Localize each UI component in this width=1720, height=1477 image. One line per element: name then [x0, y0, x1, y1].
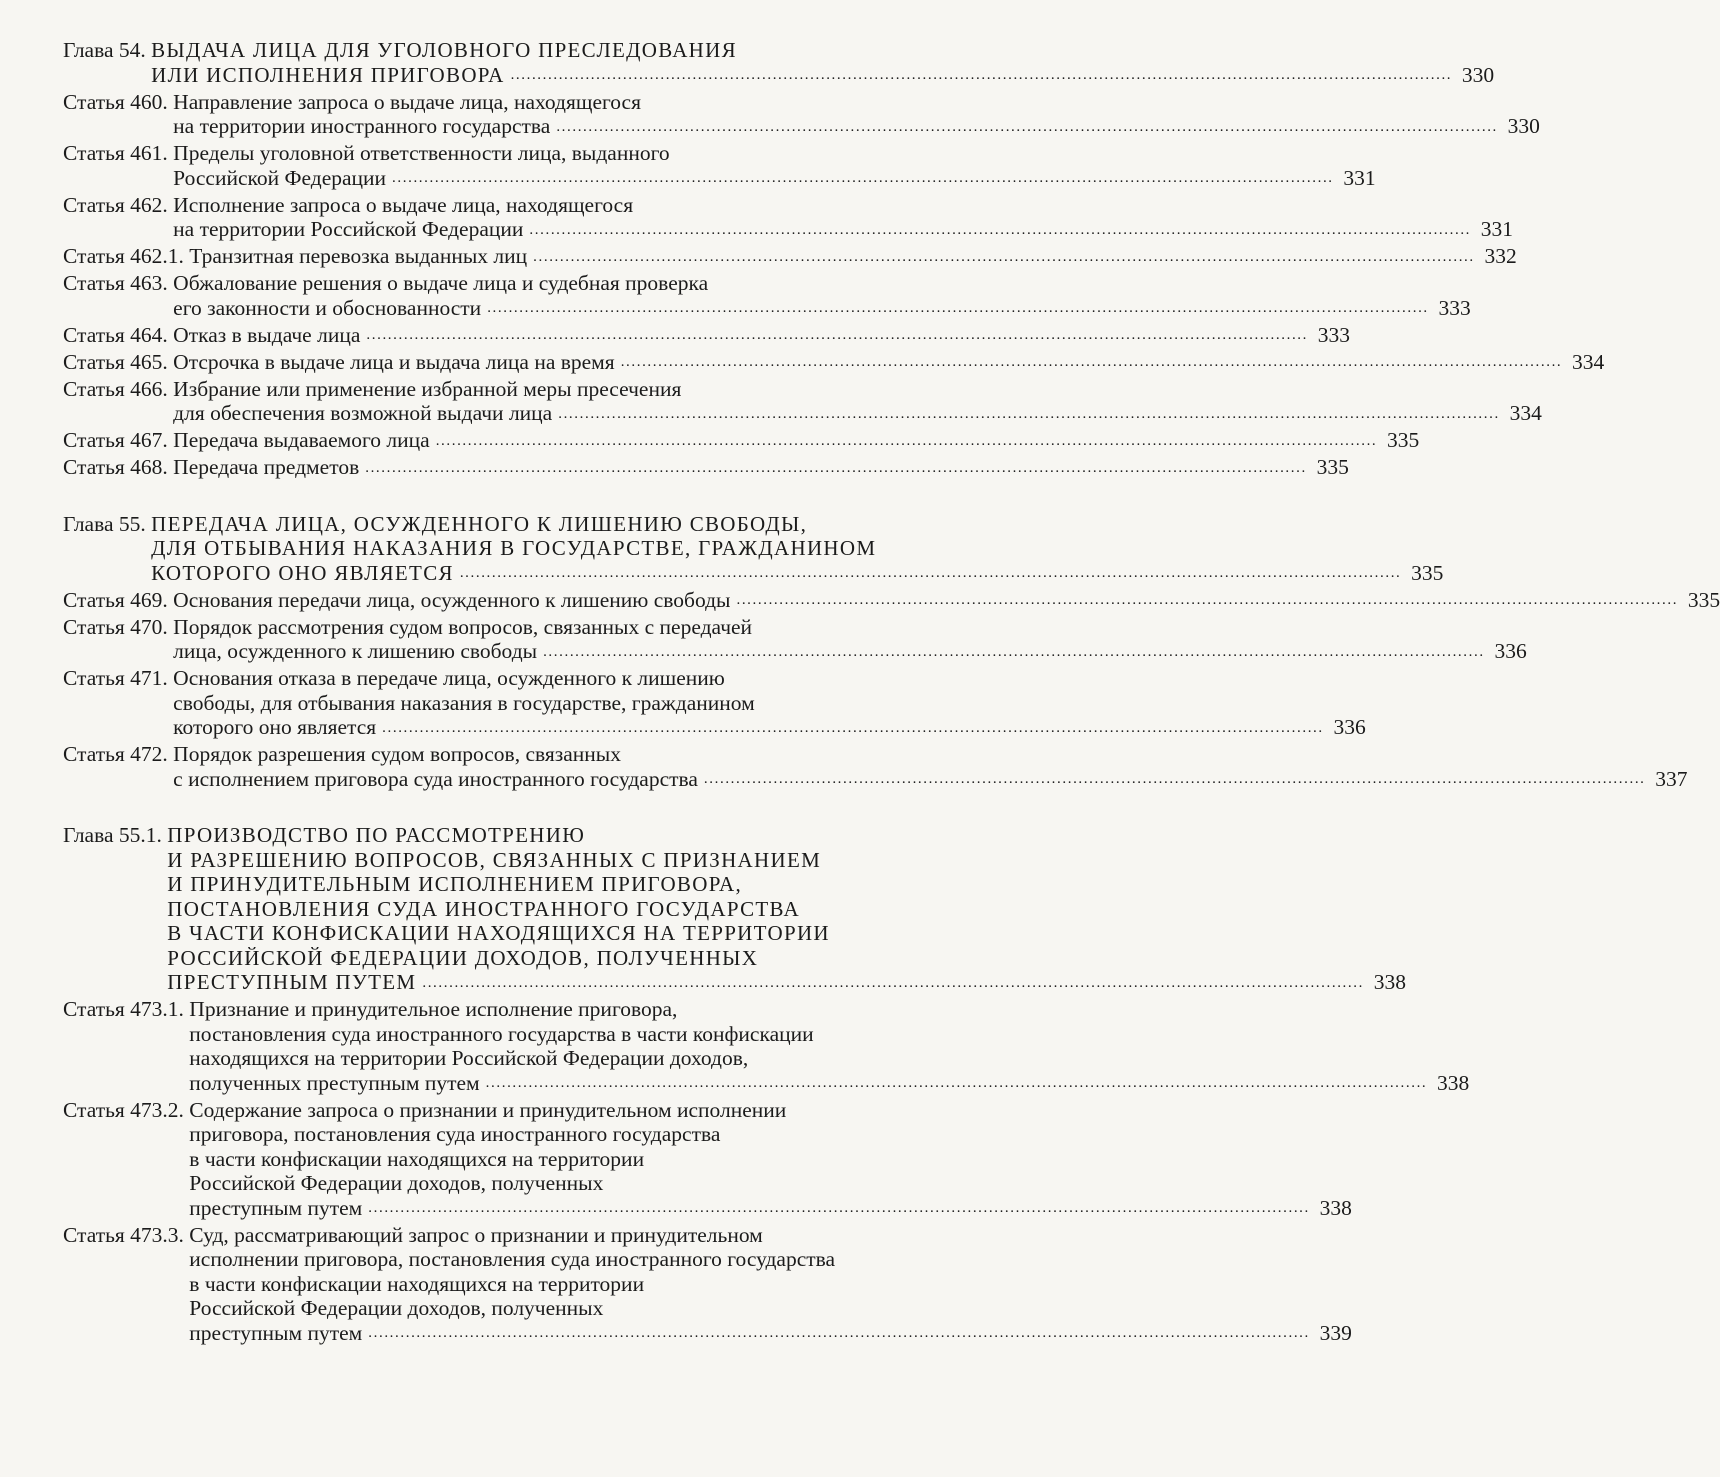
article-title-last-line [173, 455, 1349, 480]
article-title [173, 271, 1471, 320]
dot-leader: ................................................................................................................................................................................ [543, 643, 1485, 660]
article-title-line: Исполнение запроса о выдаче лица, находящегося [173, 192, 634, 217]
article-title-line: находящихся на территории Российской Федерации доходов, [189, 1046, 749, 1070]
page-number: 331 [1480, 217, 1514, 241]
article-title-line: Отказ в выдаче лица [173, 322, 361, 347]
article-title [189, 997, 1469, 1095]
chapter-title [167, 823, 1406, 995]
article-label: Статья 473.1. [63, 997, 190, 1021]
article-title-line: Порядок рассмотрения судом вопросов, связанных с передачей [173, 614, 753, 639]
article-title-line: Передача выдаваемого лица [173, 428, 430, 452]
article-title-line: преступным путем [189, 1320, 363, 1345]
chapter-title-line: И ПРИНУДИТЕЛЬНЫМ ИСПОЛНЕНИЕМ ПРИГОВОРА, [167, 872, 743, 896]
chapter-title-line: ИЛИ ИСПОЛНЕНИЯ ПРИГОВОРА [151, 62, 505, 87]
dot-leader: ................................................................................................................................................................................ [533, 248, 1475, 265]
chapter-title-last-line [151, 561, 1443, 586]
article-label: Статья 472. [63, 742, 174, 766]
article-title-line: которого оно является [173, 715, 377, 739]
article-title-last-line [173, 715, 1366, 740]
article-title-last-line [173, 114, 1540, 139]
article-entry[interactable] [63, 666, 1366, 740]
article-title-line: Отсрочка в выдаче лица и выдача лица на время [173, 349, 615, 374]
page-number: 331 [1343, 165, 1376, 190]
dot-leader: ................................................................................................................................................................................ [422, 974, 1364, 991]
dot-leader: ................................................................................................................................................................................ [736, 592, 1679, 608]
article-title [173, 141, 1375, 190]
chapter-title-line: ПРЕСТУПНЫМ ПУТЕМ [167, 970, 417, 994]
chapter-title-line: ВЫДАЧА ЛИЦА ДЛЯ УГОЛОВНОГО ПРЕСЛЕДОВАНИЯ [151, 38, 737, 62]
article-title-line: на территории Российской Федерации [173, 217, 524, 241]
chapter-label: Глава 55. [63, 511, 152, 536]
article-entry[interactable] [63, 192, 1514, 242]
article-label: Статья 462. [63, 192, 174, 217]
dot-leader: ................................................................................................................................................................................ [620, 354, 1563, 370]
page-number: 336 [1333, 715, 1366, 739]
article-entry[interactable] [63, 349, 1605, 375]
article-label: Статья 471. [63, 666, 174, 690]
article-title-line: полученных преступным путем [189, 1070, 480, 1095]
article-entry[interactable] [63, 322, 1350, 348]
article-title-last-line [173, 588, 1720, 613]
chapter-label: Глава 54. [63, 38, 152, 62]
page-number: 338 [1319, 1195, 1352, 1220]
article-title [173, 615, 1527, 664]
article-label: Статья 467. [63, 428, 174, 452]
article-title-line: Пределы уголовной ответственности лица, выданного [173, 141, 670, 165]
chapter-title-line: ДЛЯ ОТБЫВАНИЯ НАКАЗАНИЯ В ГОСУДАРСТВЕ, ГРАЖДАНИНОМ [151, 536, 877, 560]
chapter-heading[interactable] [63, 511, 1444, 586]
chapter-title-line: ПОСТАНОВЛЕНИЯ СУДА ИНОСТРАННОГО ГОСУДАРСТВА [167, 896, 801, 921]
article-title [173, 377, 1542, 426]
article-entry[interactable] [63, 428, 1420, 453]
article-title-last-line [173, 323, 1350, 348]
article-label: Статья 469. [63, 587, 174, 612]
dot-leader: ................................................................................................................................................................................ [558, 405, 1500, 422]
article-entry[interactable] [63, 89, 1540, 139]
article-title [173, 666, 1366, 740]
article-title-last-line [173, 428, 1419, 453]
article-title-line: Порядок разрешения судом вопросов, связанных [173, 742, 621, 766]
article-title-line: Российской Федерации доходов, полученных [189, 1171, 604, 1195]
article-label: Статья 473.2. [63, 1097, 190, 1122]
page-number: 334 [1509, 401, 1542, 425]
article-title [173, 323, 1350, 348]
dot-leader: ................................................................................................................................................................................ [459, 565, 1402, 581]
article-title-line: его законности и обоснованности [173, 295, 482, 320]
article-title-line: приговора, постановления суда иностранного государства [189, 1122, 721, 1146]
article-title [173, 742, 1687, 791]
article-entry[interactable] [63, 271, 1471, 320]
article-title-line: Суд, рассматривающий запрос о признании и принудительном [189, 1222, 763, 1247]
article-title [173, 350, 1604, 375]
article-entry[interactable] [63, 141, 1376, 190]
article-label: Статья 466. [63, 376, 174, 401]
article-title-line: Российской Федерации доходов, полученных [189, 1296, 604, 1320]
chapter-heading[interactable] [63, 823, 1406, 995]
article-entry[interactable] [63, 455, 1349, 480]
article-title-line: Основания отказа в передаче лица, осужденного к лишению [173, 666, 725, 690]
article-title-line: в части конфискации находящихся на территории [189, 1146, 645, 1171]
article-title-last-line [173, 217, 1513, 242]
page-number: 335 [1316, 455, 1349, 479]
chapter-title [151, 38, 1494, 87]
article-title-last-line [173, 350, 1604, 375]
article-title-line: свободы, для отбывания наказания в государстве, гражданином [173, 690, 755, 715]
dot-leader: ................................................................................................................................................................................ [485, 1075, 1428, 1091]
chapter-entry [63, 823, 1470, 1345]
article-title-line: Содержание запроса о признании и принудительном исполнении [189, 1097, 787, 1122]
article-title-last-line [173, 401, 1542, 426]
chapter-entry [63, 511, 1720, 792]
chapter-heading[interactable] [63, 38, 1495, 87]
page-number: 338 [1437, 1070, 1470, 1095]
article-title-line: Основания передачи лица, осужденного к лишению свободы [173, 587, 731, 612]
page-number: 335 [1411, 560, 1444, 585]
page-number: 330 [1507, 114, 1540, 138]
dot-leader: ................................................................................................................................................................................ [529, 221, 1472, 238]
page-number: 332 [1484, 244, 1517, 268]
article-entry[interactable] [63, 376, 1542, 426]
article-title [189, 1098, 1352, 1221]
dot-leader: ................................................................................................................................................................................ [382, 719, 1324, 736]
chapter-title-last-line [167, 970, 1406, 995]
chapter-title-line: ПРОИЗВОДСТВО ПО РАССМОТРЕНИЮ [167, 823, 586, 847]
page-number: 338 [1373, 970, 1406, 994]
article-title-last-line [173, 296, 1471, 321]
article-label: Статья 473.3. [63, 1222, 190, 1247]
article-title-line: Обжалование решения о выдаче лица и судебная проверка [173, 271, 709, 295]
chapter-title-line: ПЕРЕДАЧА ЛИЦА, ОСУЖДЕННОГО К ЛИШЕНИЮ СВОБОДЫ, [151, 511, 808, 536]
article-title [189, 1223, 1352, 1346]
article-title-line: Направление запроса о выдаче лица, находящегося [173, 89, 641, 114]
article-label: Статья 465. [63, 349, 174, 374]
article-title [173, 428, 1419, 453]
article-title-last-line [173, 767, 1687, 792]
chapter-title-line: РОССИЙСКОЙ ФЕДЕРАЦИИ ДОХОДОВ, ПОЛУЧЕННЫХ [167, 945, 759, 970]
article-title-last-line [189, 1196, 1352, 1221]
article-label: Статья 470. [63, 614, 174, 639]
article-label: Статья 462.1. [63, 244, 190, 268]
article-title-last-line [189, 244, 1516, 269]
article-label: Статья 468. [63, 455, 174, 479]
article-entry[interactable] [63, 244, 1517, 269]
article-label: Статья 460. [63, 89, 174, 114]
article-title [173, 193, 1513, 242]
article-label: Статья 464. [63, 322, 174, 347]
dot-leader: ................................................................................................................................................................................ [366, 327, 1308, 343]
article-entry[interactable] [63, 614, 1527, 664]
dot-leader: ................................................................................................................................................................................ [392, 170, 1334, 186]
article-title [173, 588, 1720, 613]
article-title-line: преступным путем [189, 1195, 363, 1220]
article-title-line: Избрание или применение избранной меры пресечения [173, 376, 682, 401]
page-number: 335 [1387, 428, 1420, 452]
page-number: 336 [1494, 639, 1527, 663]
chapter-title-line: В ЧАСТИ КОНФИСКАЦИИ НАХОДЯЩИХСЯ НА ТЕРРИТОРИИ [167, 921, 830, 945]
page-number: 339 [1319, 1320, 1352, 1345]
chapter-title [151, 512, 1443, 586]
page-number: 333 [1438, 295, 1471, 320]
article-title-line: лица, осужденного к лишению свободы [173, 639, 538, 663]
page-number: 337 [1655, 766, 1688, 791]
chapter-entry [63, 38, 1605, 480]
article-title-line: Передача предметов [173, 455, 360, 479]
page-number: 333 [1317, 322, 1350, 347]
article-title-last-line [189, 1071, 1469, 1096]
dot-leader: ................................................................................................................................................................................ [510, 67, 1453, 83]
dot-leader: ................................................................................................................................................................................ [368, 1200, 1310, 1216]
chapter-label: Глава 55.1. [63, 823, 168, 847]
article-title-line: исполнении приговора, постановления суда иностранного государства [189, 1247, 836, 1271]
article-entry[interactable] [63, 1097, 1352, 1221]
article-title-line: Признание и принудительное исполнение приговора, [189, 997, 678, 1021]
article-title-line: для обеспечения возможной выдачи лица [173, 401, 553, 425]
dot-leader: ................................................................................................................................................................................ [368, 1325, 1310, 1341]
article-title-line: постановления суда иностранного государства в части конфискации [189, 1021, 814, 1046]
article-title-last-line [189, 1321, 1352, 1346]
article-entry[interactable] [63, 587, 1720, 613]
page-number: 334 [1572, 349, 1605, 374]
article-title [173, 455, 1349, 480]
article-title-line: с исполнением приговора суда иностранного государства [173, 766, 698, 791]
page-number: 330 [1461, 62, 1495, 87]
article-title-line: на территории иностранного государства [173, 114, 551, 138]
article-title [173, 90, 1540, 139]
article-label: Статья 463. [63, 271, 174, 295]
dot-leader: ................................................................................................................................................................................ [365, 459, 1307, 476]
dot-leader: ................................................................................................................................................................................ [556, 118, 1498, 135]
article-entry[interactable] [63, 742, 1688, 791]
article-title-last-line [173, 166, 1375, 191]
article-title [189, 244, 1516, 269]
article-title-line: Транзитная перевозка выданных лиц [189, 244, 528, 268]
article-entry[interactable] [63, 1222, 1352, 1346]
article-title-line: Российской Федерации [173, 165, 387, 190]
table-of-contents [63, 38, 1720, 1345]
chapter-title-last-line [151, 63, 1494, 88]
chapter-title-line: КОТОРОГО ОНО ЯВЛЯЕТСЯ [151, 560, 454, 585]
article-title-line: в части конфискации находящихся на территории [189, 1271, 645, 1296]
article-label: Статья 461. [63, 141, 174, 165]
dot-leader: ................................................................................................................................................................................ [487, 300, 1429, 316]
article-title-last-line [173, 639, 1527, 664]
dot-leader: ................................................................................................................................................................................ [703, 771, 1646, 787]
page-number: 335 [1687, 587, 1720, 612]
chapter-title-line: И РАЗРЕШЕНИЮ ВОПРОСОВ, СВЯЗАННЫХ С ПРИЗНАНИЕМ [167, 847, 822, 872]
article-entry[interactable] [63, 997, 1470, 1095]
dot-leader: ................................................................................................................................................................................ [435, 432, 1378, 449]
